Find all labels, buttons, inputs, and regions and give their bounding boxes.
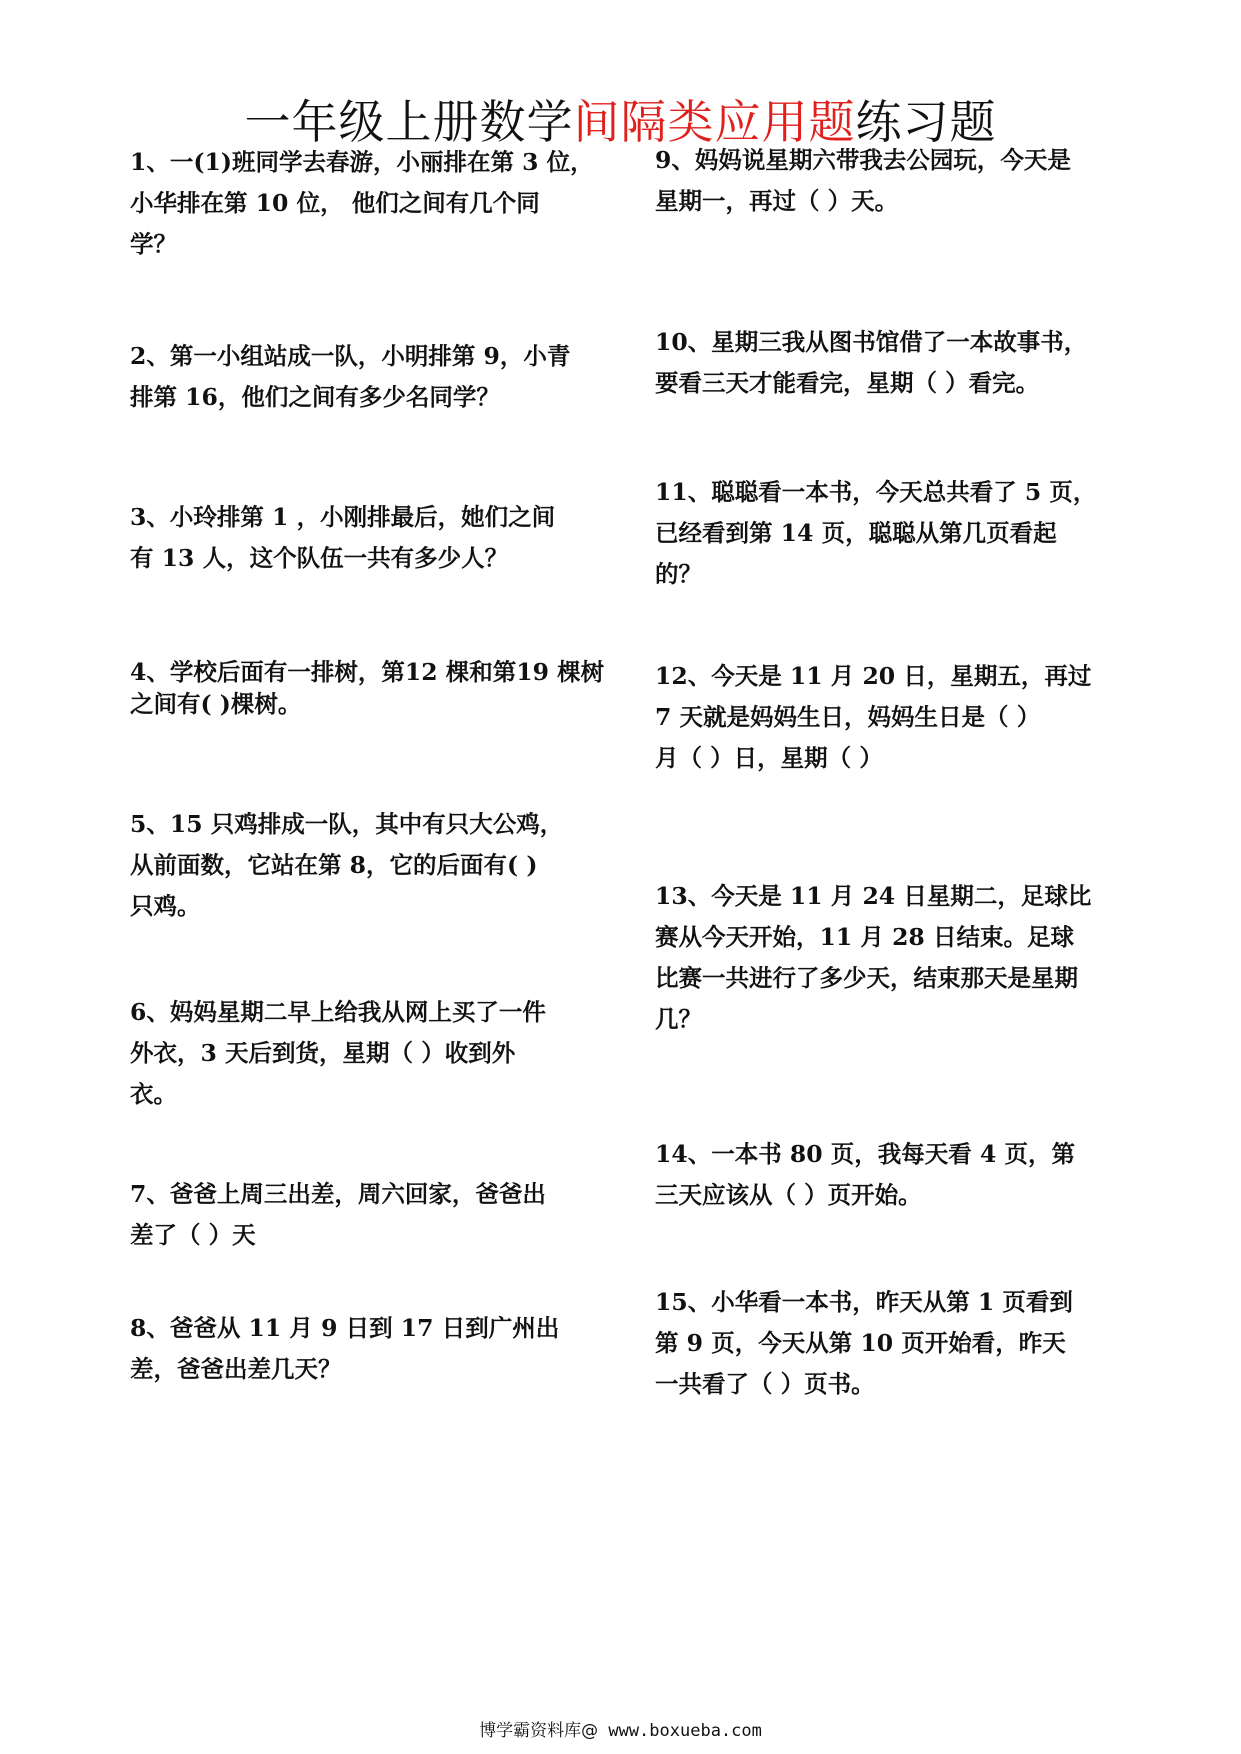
footer-label: 博学霸资料库@ — [479, 1721, 599, 1741]
question-9-line-2: 星期一，再过（ ）天。 — [655, 187, 899, 215]
question-6-line-3: 衣。 — [130, 1080, 177, 1108]
question-8 — [130, 1308, 610, 1390]
question-11 — [655, 472, 1125, 595]
title-part-3: 练习题 — [855, 95, 997, 149]
question-11-line-2: 已经看到第 14 页，聪聪从第几页看起 — [655, 519, 1057, 547]
question-2-line-2: 排第 16，他们之间有多少名同学？ — [130, 383, 500, 411]
question-4-line-2: 之间有( )棵树。 — [130, 690, 302, 718]
question-12 — [655, 656, 1125, 779]
question-12-line-2: 7 天就是妈妈生日，妈妈生日是（ ） — [655, 703, 1041, 731]
question-6 — [130, 992, 610, 1115]
question-10-line-2: 要看三天才能看完，星期（ ）看完。 — [655, 369, 1040, 397]
question-9-line-1: 9、妈妈说星期六带我去公园玩，今天是 — [655, 146, 1071, 174]
question-5-line-1: 5、15 只鸡排成一队，其中有只大公鸡， — [130, 810, 564, 838]
question-7 — [130, 1174, 610, 1256]
footer-url: www.boxueba.com — [598, 1721, 762, 1741]
question-1 — [130, 142, 610, 265]
question-1-line-2: 小华排在第 10 位， 他们之间有几个同 — [130, 189, 540, 217]
question-8-line-1: 8、爸爸从 11 月 9 日到 17 日到广州出 — [130, 1314, 560, 1342]
question-10 — [655, 322, 1125, 404]
question-12-line-1: 12、今天是 11 月 20 日，星期五，再过 — [655, 662, 1092, 690]
question-2-line-1: 2、第一小组站成一队，小明排第 9，小青 — [130, 342, 571, 370]
question-6-line-2: 外衣，3 天后到货，星期（ ）收到外 — [130, 1039, 516, 1067]
question-3 — [130, 497, 610, 579]
question-5 — [130, 804, 610, 927]
question-5-line-2: 从前面数，它站在第 8，它的后面有( ) — [130, 851, 538, 879]
question-2 — [130, 336, 610, 418]
question-8-line-2: 差，爸爸出差几天？ — [130, 1355, 342, 1383]
question-3-line-2: 有 13 人，这个队伍一共有多少人？ — [130, 544, 509, 572]
question-13-line-4: 几？ — [655, 1005, 702, 1033]
footer-watermark — [0, 1716, 1241, 1741]
question-15-line-1: 15、小华看一本书，昨天从第 1 页看到 — [655, 1288, 1073, 1316]
question-14-line-2: 三天应该从（ ）页开始。 — [655, 1181, 922, 1209]
question-7-line-2: 差了（ ）天 — [130, 1221, 256, 1249]
question-6-line-1: 6、妈妈星期二早上给我从网上买了一件 — [130, 998, 546, 1026]
title-part-1: 一年级上册数学 — [244, 95, 574, 149]
title-highlight: 间隔类应用题 — [573, 95, 856, 149]
question-13-line-2: 赛从今天开始，11 月 28 日结束。足球 — [655, 923, 1074, 951]
question-7-line-1: 7、爸爸上周三出差，周六回家，爸爸出 — [130, 1180, 546, 1208]
question-15-line-3: 一共看了（ ）页书。 — [655, 1370, 875, 1398]
question-10-line-1: 10、星期三我从图书馆借了一本故事书， — [655, 328, 1088, 356]
question-12-line-3: 月（ ）日，星期（ ） — [655, 744, 883, 772]
question-11-line-3: 的？ — [655, 560, 702, 588]
question-15 — [655, 1282, 1125, 1405]
question-13-line-3: 比赛一共进行了多少天，结束那天是星期 — [655, 964, 1078, 992]
question-1-line-3: 学？ — [130, 230, 177, 258]
question-3-line-1: 3、小玲排第 1 ，小刚排最后，她们之间 — [130, 503, 556, 531]
question-11-line-1: 11、聪聪看一本书，今天总共看了 5 页， — [655, 478, 1097, 506]
question-4-line-1: 4、学校后面有一排树，第12 棵和第19 棵树 — [130, 658, 605, 686]
question-14-line-1: 14、一本书 80 页，我每天看 4 页，第 — [655, 1140, 1075, 1168]
question-5-line-3: 只鸡。 — [130, 892, 201, 920]
question-13-line-1: 13、今天是 11 月 24 日星期二，足球比 — [655, 882, 1092, 910]
question-1-line-1: 1、一(1)班同学去春游，小丽排在第 3 位， — [130, 148, 594, 176]
question-4 — [130, 656, 610, 720]
question-13 — [655, 876, 1125, 1040]
question-15-line-2: 第 9 页，今天从第 10 页开始看，昨天 — [655, 1329, 1066, 1357]
question-9 — [655, 140, 1125, 222]
question-14 — [655, 1134, 1125, 1216]
